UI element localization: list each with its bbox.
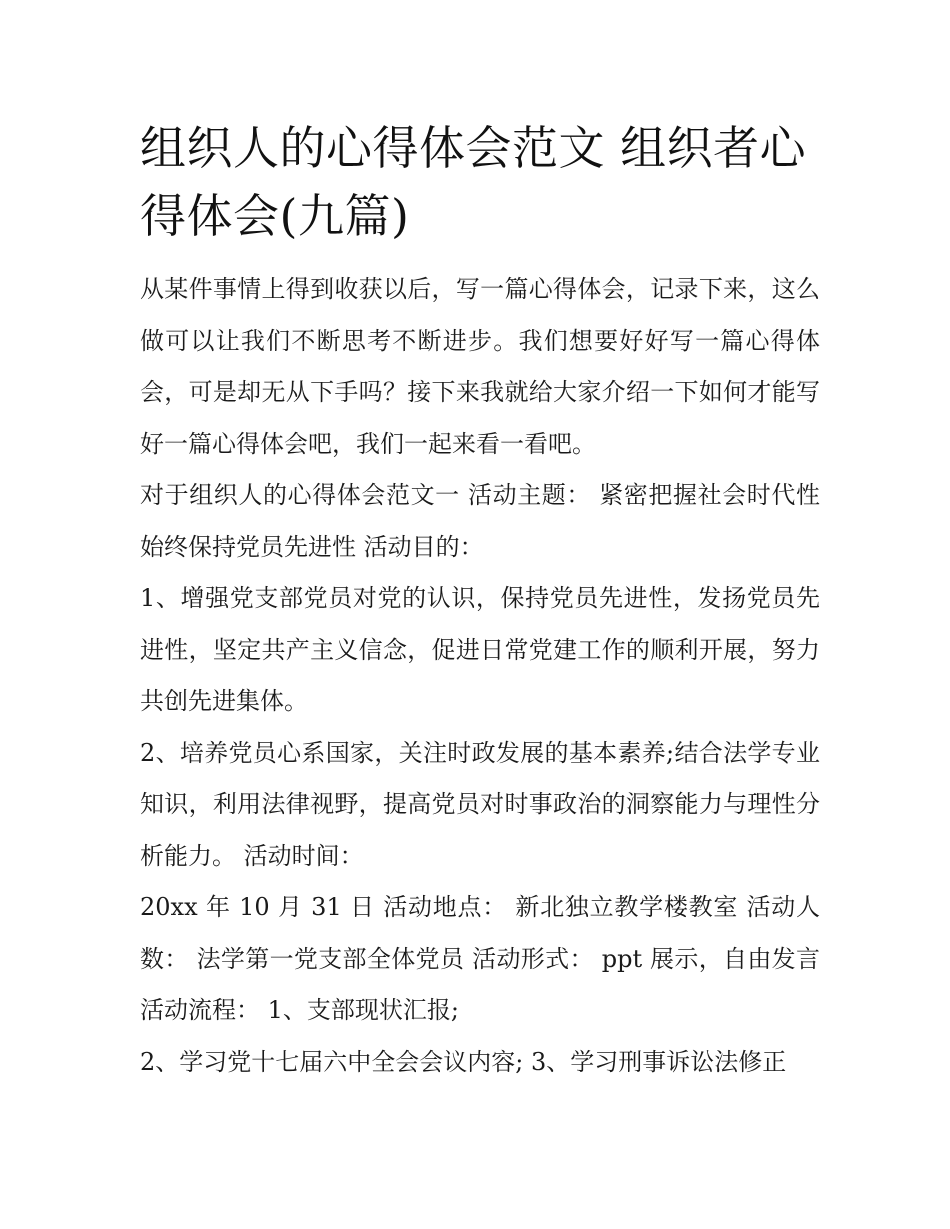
paragraph-activity-details: 20xx 年 10 月 31 日 活动地点： 新北独立教学楼教室 活动人数： 法学第一党支部全体党员 活动形式： ppt 展示，自由发言 活动流程： 1、支部现状汇报; [140, 893, 820, 1024]
paragraph-goal-2: 2、培养党员心系国家，关注时政发展的基本素养;结合法学专业知识，利用法律视野，提高党员对时事政治的洞察能力与理性分析能力。 活动时间： [140, 738, 820, 870]
document-body [140, 114, 820, 1088]
document-title: 组织人的心得体会范文 组织者心得体会(九篇) [140, 121, 807, 243]
paragraph-intro: 从某件事情上得到收获以后，写一篇心得体会，记录下来，这么做可以让我们不断思考不断进步。我们想要好好写一篇心得体会，可是却无从下手吗？接下来我就给大家介绍一下如何才能写好一篇心得体会吧，我们一起来看一看吧。 [140, 275, 820, 458]
paragraph-goal-1: 1、增强党支部党员对党的认识，保持党员先进性，发扬党员先进性，坚定共产主义信念，促进日常党建工作的顺利开展，努力共创先进集体。 [140, 584, 820, 715]
paragraph-activity-flow: 2、学习党十七届六中全会会议内容; 3、学习刑事诉讼法修正 [140, 1047, 787, 1076]
paragraph-activity-theme: 对于组织人的心得体会范文一 活动主题： 紧密把握社会时代性始终保持党员先进性 活动目的： [140, 481, 820, 561]
